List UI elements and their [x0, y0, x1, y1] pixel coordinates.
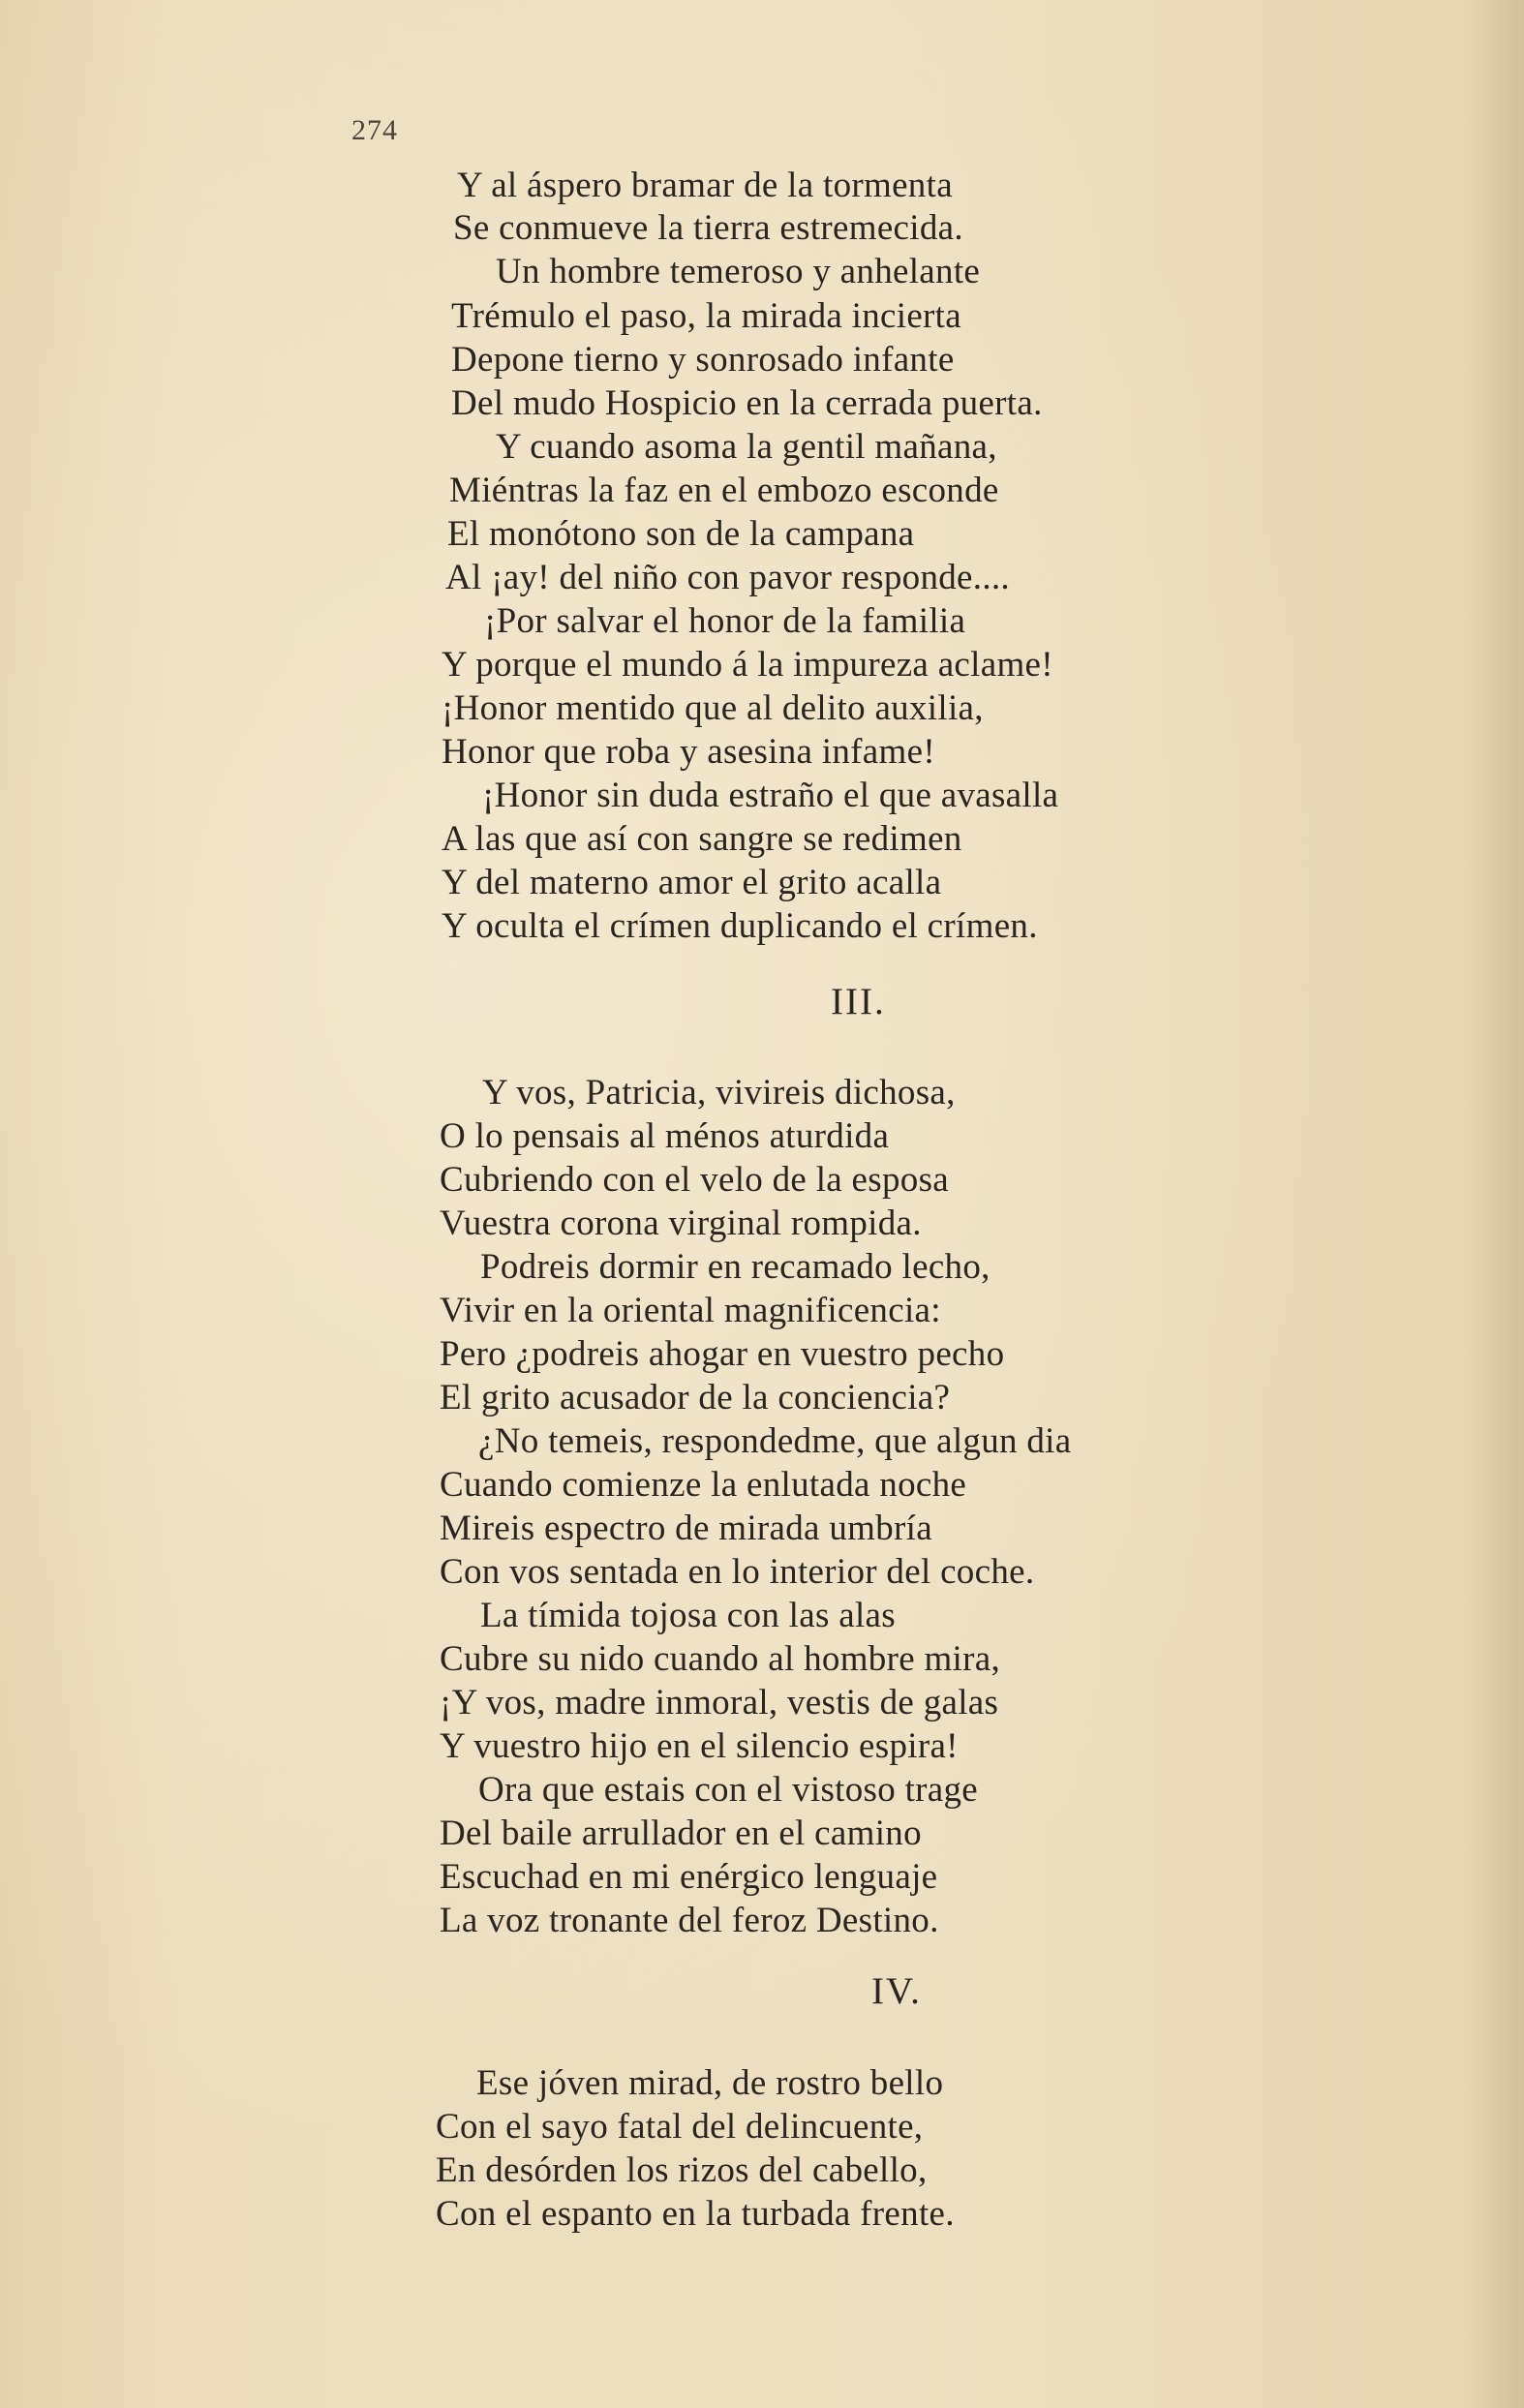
verse-line: Cubriendo con el velo de la esposa — [440, 1160, 949, 1200]
verse-line: O lo pensais al ménos aturdida — [440, 1116, 890, 1156]
verse-line: La voz tronante del feroz Destino. — [440, 1901, 939, 1940]
verse-line: Miéntras la faz en el embozo esconde — [449, 471, 999, 510]
verse-line: ¡Honor sin duda estraño el que avasalla — [482, 776, 1059, 815]
verse-line: Con el espanto en la turbada frente. — [436, 2194, 955, 2234]
verse-line: Trémulo el paso, la mirada incierta — [451, 296, 961, 336]
verse-line: Y vos, Patricia, vivireis dichosa, — [482, 1073, 956, 1113]
verse-line: Vivir en la oriental magnificencia: — [440, 1291, 941, 1330]
verse-line: Con el sayo fatal del delincuente, — [436, 2107, 924, 2147]
verse-line: Y al áspero bramar de la tormenta — [457, 166, 953, 205]
verse-line: Y oculta el crímen duplicando el crímen. — [442, 906, 1038, 946]
verse-line: Y del materno amor el grito acalla — [442, 863, 942, 902]
verse-line: Escuchad en mi enérgico lenguaje — [440, 1857, 938, 1897]
verse-line: Del mudo Hospicio en la cerrada puerta. — [451, 383, 1043, 423]
verse-line: Y porque el mundo á la impureza aclame! — [442, 645, 1053, 685]
verse-line: Cuando comienze la enlutada noche — [440, 1465, 967, 1505]
verse-line: ¿No temeis, respondedme, que algun dia — [478, 1421, 1072, 1461]
section-heading-iv: IV. — [871, 1970, 922, 2012]
verse-line: Con vos sentada en lo interior del coche. — [440, 1552, 1035, 1592]
verse-line: Un hombre temeroso y anhelante — [496, 252, 981, 291]
verse-line: Y cuando asoma la gentil mañana, — [496, 427, 997, 467]
verse-line: Ora que estais con el vistoso trage — [478, 1770, 979, 1810]
verse-line: En desórden los rizos del cabello, — [436, 2150, 928, 2190]
verse-line: El grito acusador de la conciencia? — [440, 1378, 951, 1417]
page-number: 274 — [351, 114, 398, 146]
verse-line: La tímida tojosa con las alas — [480, 1596, 896, 1635]
page-edge-shadow — [1466, 0, 1524, 2408]
verse-line: Cubre su nido cuando al hombre mira, — [440, 1639, 1001, 1679]
section-heading-iii: III. — [831, 981, 886, 1022]
verse-line: A las que así con sangre se redimen — [442, 819, 962, 859]
verse-line: Y vuestro hijo en el silencio espira! — [440, 1726, 959, 1766]
verse-line: ¡Honor mentido que al delito auxilia, — [442, 688, 984, 728]
verse-line: Pero ¿podreis ahogar en vuestro pecho — [440, 1334, 1005, 1374]
verse-line: Honor que roba y asesina infame! — [442, 732, 935, 772]
verse-line: Al ¡ay! del niño con pavor responde.... — [445, 558, 1010, 597]
verse-line: Depone tierno y sonrosado infante — [451, 340, 955, 380]
verse-line: Ese jóven mirad, de rostro bello — [476, 2063, 944, 2103]
verse-line: ¡Por salvar el honor de la familia — [484, 601, 966, 641]
verse-line: Vuestra corona virginal rompida. — [440, 1204, 922, 1243]
verse-line: ¡Y vos, madre inmoral, vestis de galas — [440, 1683, 999, 1722]
verse-line: Podreis dormir en recamado lecho, — [480, 1247, 991, 1287]
verse-line: Del baile arrullador en el camino — [440, 1814, 922, 1853]
verse-line: Mireis espectro de mirada umbría — [440, 1509, 932, 1548]
verse-line: El monótono son de la campana — [447, 514, 915, 554]
verse-line: Se conmueve la tierra estremecida. — [453, 208, 963, 248]
